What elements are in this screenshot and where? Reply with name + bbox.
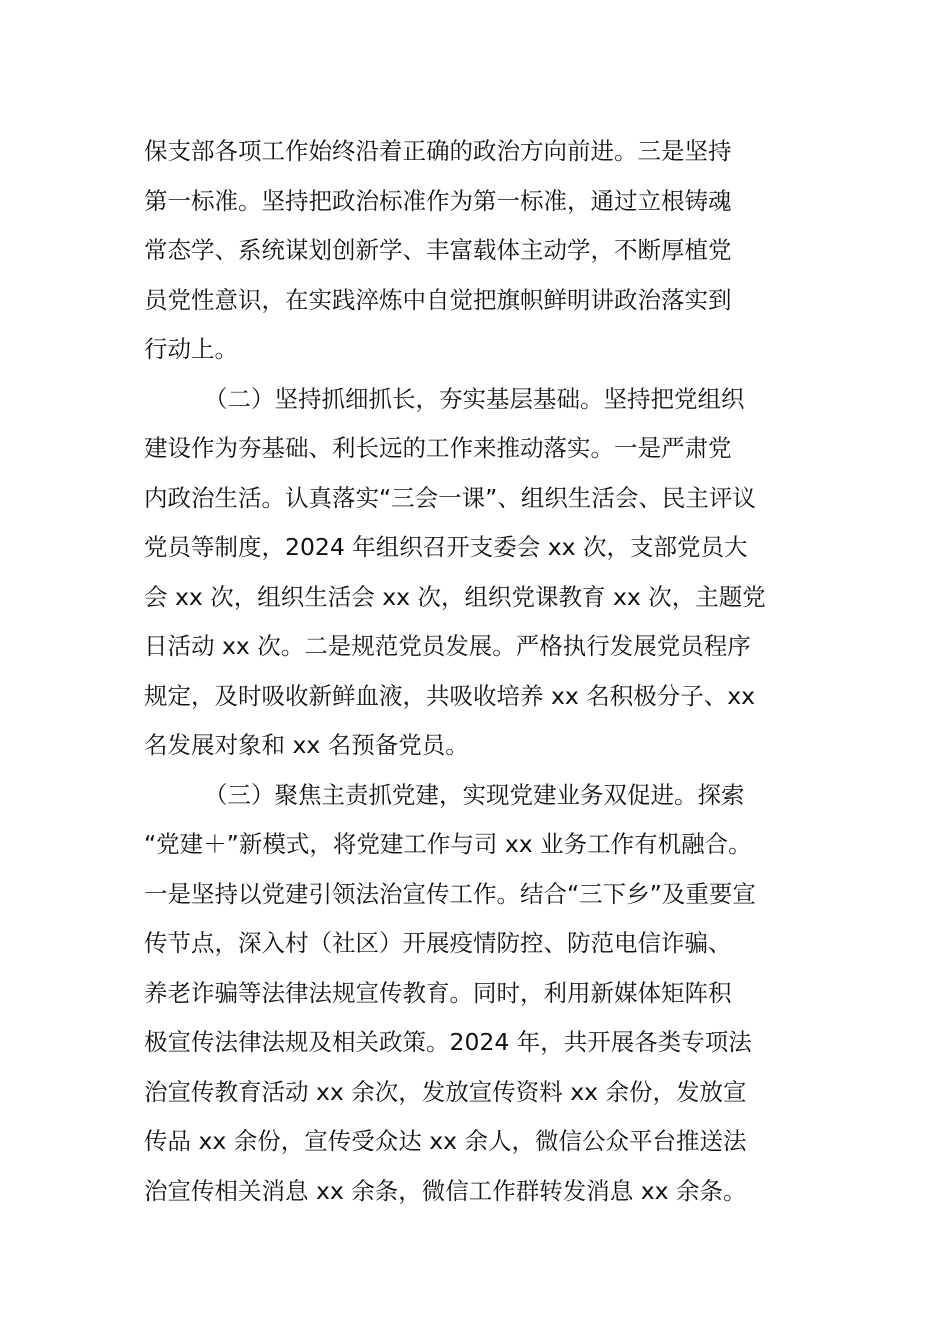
text-line: 保支部各项工作始终沿着正确的政治方向前进。三是坚持 bbox=[144, 137, 732, 165]
text-line: 第一标准。坚持把政治标准作为第一标准，通过立根铸魂 bbox=[144, 186, 732, 215]
text-line: 行动上。 bbox=[144, 335, 238, 363]
text-line: “党建＋”新模式，将党建工作与司 xx 业务工作有机融合。 bbox=[144, 830, 752, 858]
text-line: 规定，及时吸收新鲜血液，共吸收培养 xx 名积极分子、xx bbox=[144, 681, 756, 710]
text-line: 会 xx 次，组织生活会 xx 次，组织党课教育 xx 次，主题党 bbox=[144, 582, 766, 611]
text-line: 传品 xx 余份，宣传受众达 xx 余人，微信公众平台推送法 bbox=[144, 1127, 747, 1155]
text-line: 名发展对象和 xx 名预备党员。 bbox=[144, 731, 469, 759]
text-line: 一是坚持以党建引领法治宣传工作。结合“三下乡”及重要宣 bbox=[144, 879, 756, 908]
text-line: 日活动 xx 次。二是规范党员发展。严格执行发展党员程序 bbox=[144, 632, 751, 660]
text-line: 养老诈骗等法律法规宣传教育。同时，利用新媒体矩阵积 bbox=[144, 978, 732, 1007]
text-line: 党员等制度，2024 年组织召开支委会 xx 次，支部党员大 bbox=[144, 533, 748, 561]
text-line: 极宣传法律法规及相关政策。2024 年，共开展各类专项法 bbox=[144, 1028, 752, 1056]
text-line: 内政治生活。认真落实“三会一课”、组织生活会、民主评议 bbox=[144, 483, 756, 512]
text-line: 治宣传相关消息 xx 余条，微信工作群转发消息 xx 余条。 bbox=[144, 1176, 747, 1205]
section-heading-line: （二）坚持抓细抓长，夯实基层基础。坚持把党组织 bbox=[204, 384, 745, 413]
text-line: 员党性意识，在实践淬炼中自觉把旗帜鲜明讲政治落实到 bbox=[144, 285, 732, 314]
text-line: 治宣传教育活动 xx 余次，发放宣传资料 xx 余份，发放宣 bbox=[144, 1077, 747, 1106]
text-line: 常态学、系统谋划创新学、丰富载体主动学，不断厚植党 bbox=[144, 236, 732, 264]
text-line: 传节点，深入村（社区）开展疫情防控、防范电信诈骗、 bbox=[144, 929, 732, 957]
section-heading-line: （三）聚焦主责抓党建，实现党建业务双促进。探索 bbox=[204, 780, 745, 809]
text-line: 建设作为夯基础、利长远的工作来推动落实。一是严肃党 bbox=[144, 434, 732, 462]
